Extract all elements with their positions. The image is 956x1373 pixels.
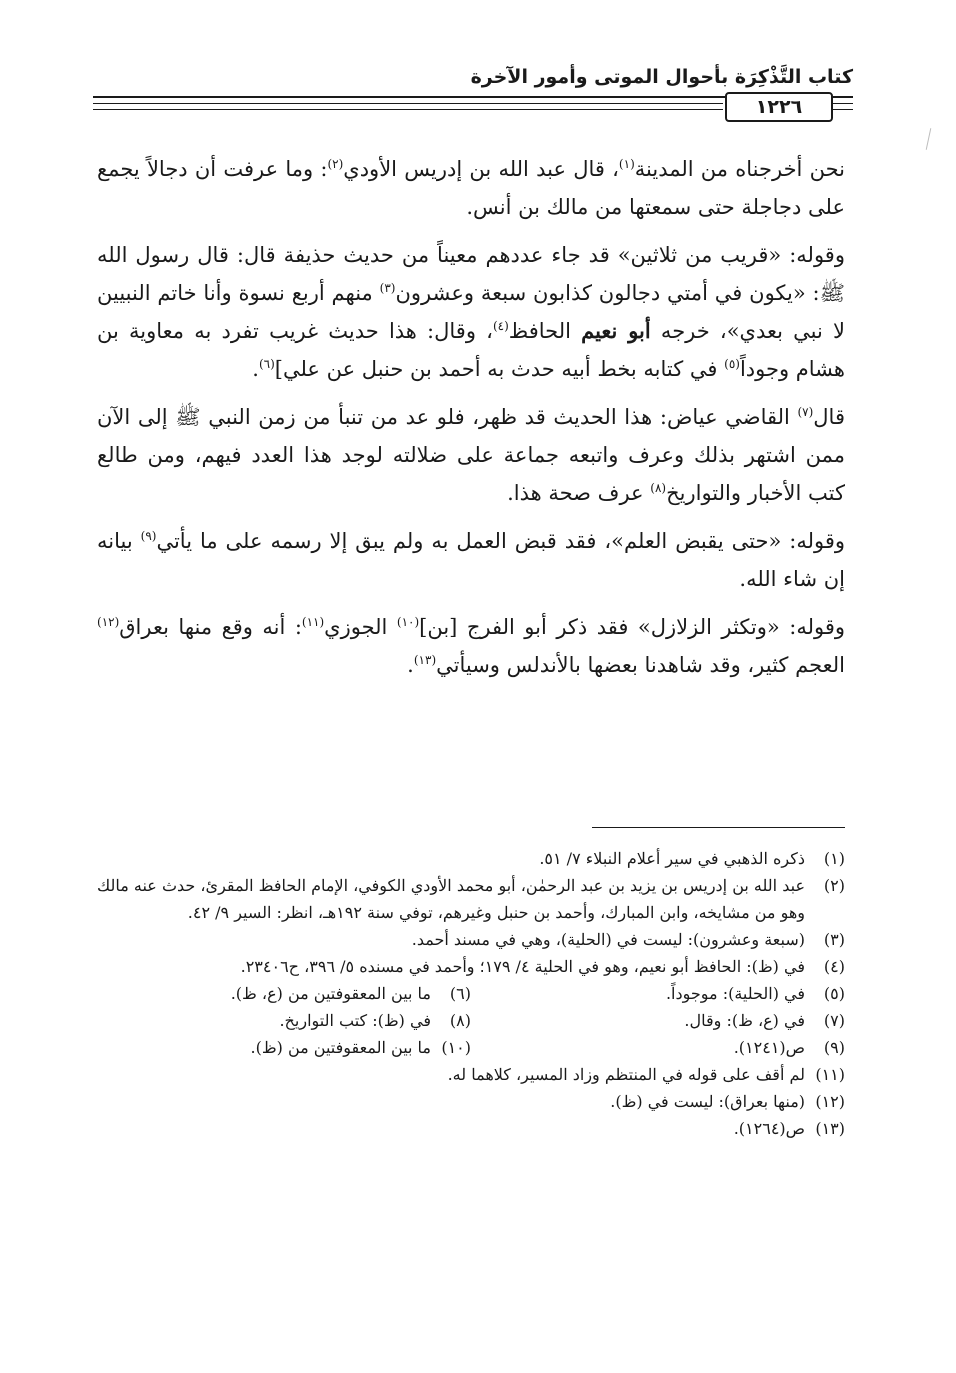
footnote-text: ما بين المعقوفتين من (ظ). [250,1038,431,1057]
footnote-number: (٣) [823,930,845,949]
text-run: وقوله: «وتكثر الزلازل» فقد ذكر أبو الفرج [بن] [419,615,846,639]
text-run: العجم كثير، وقد شاهدنا بعضها بالأندلس وسيأتي [436,653,845,677]
text-run: . [252,357,259,381]
footnote-text: ذكره الذهبي في سير أعلام النبلاء ٧/ ٥١. [539,849,805,868]
footnote-ref: (٩) [140,529,157,543]
text-run: . [407,653,414,677]
footnote-10 [97,1034,471,1061]
footnote-11 [97,1061,845,1088]
footnote-8 [97,1007,471,1034]
footnote-text: (منها بعراق): ليست في (ظ). [610,1092,805,1111]
paragraph-3 [97,398,845,512]
footnote-number: (٩) [823,1038,845,1057]
footnote-number: (٥) [823,984,845,1003]
footnote-7 [471,1007,845,1034]
footnote-number: (٢) [823,876,845,895]
paragraph-4 [97,522,845,598]
footnote-separator [592,827,845,828]
footnote-text: في (ظ): كتب التواريخ. [279,1011,431,1030]
footnote-number: (١٣) [815,1119,845,1138]
footnote-9 [471,1034,845,1061]
footnote-13 [97,1115,845,1142]
text-run: : وما عرفت أن دجالاً يجمع على دجاجلة حتى سمعتها من مالك بن أنس. [97,157,845,219]
footnote-number: (١١) [815,1065,845,1084]
footnote-text: ص(١٢٤١). [733,1038,805,1057]
footnotes [97,845,845,1142]
footnote-pair-row [97,1007,845,1034]
paragraph-2 [97,236,845,388]
footnote-number: (٤) [823,957,845,976]
footnote-text: في (الحلية): موجوداً. [665,984,805,1003]
footnote-ref: (٢) [327,157,344,171]
footnote-3 [97,926,845,953]
footnote-ref: (٤) [492,319,509,333]
text-run: منهم أربع نسوة وأنا خاتم النبيين لا نبي بعدي»، خرجه [97,281,846,343]
text-run: عرف صحة هذا. [507,481,651,505]
footnote-number: (٧) [823,1011,845,1030]
footnote-ref: (١٣) [413,653,437,667]
footnote-number: (١٢) [815,1092,845,1111]
footnote-ref: (٥) [724,357,740,371]
footnote-ref: (٦) [258,357,275,371]
header-double-rule-right [833,103,853,110]
footnote-text: ما بين المعقوفتين من (ع، ظ). [230,984,431,1003]
text-run: نحن أخرجناه من المدينة [634,157,845,181]
text-run: بيانه إن شاء الله. [97,529,845,591]
footnote-ref: (١٢) [97,615,120,629]
footnote-pair-row [97,980,845,1007]
stray-pencil-mark [926,128,932,150]
paragraph-1 [97,150,845,226]
footnote-number: (٨) [449,1011,471,1030]
footnote-text: (سبعة وعشرون): ليست في (الحلية)، وهي في مسند أحمد. [411,930,805,949]
text-run: وقوله: «حتى يقبض العلم»، فقد قبض العمل به ولم يبق إلا رسمه على ما يأتي [156,529,846,553]
footnote-ref: (١) [618,157,635,171]
text-run: وقوله: «قريب من ثلاثين» قد جاء عددهم معيناً من حديث حذيفة قال: قال رسول الله ﷺ: «يكون في أمتي دجالون كذابون سبعة وعشرون [97,243,845,305]
footnote-ref: (٧) [797,405,814,419]
footnote-number: (١) [823,849,845,868]
footnote-text: ص(١٢٦٤). [733,1119,805,1138]
footnote-ref: (٨) [650,481,667,495]
bold-name: أبو نعيم [581,318,651,343]
text-run: في كتابه بخط أبيه حدث به أحمد بن حنبل عن علي] [274,357,725,381]
book-title: كتاب التَّذْكِرَة بأحوال الموتى وأمور الآخرة [470,66,853,88]
footnote-text: في (ظ): الحافظ أبو نعيم، وهو في الحلية ٤/ ١٧٩؛ وأحمد في مسنده ٥/ ٣٩٦، ح٢٣٤٠٦. [240,957,805,976]
paragraph-5 [97,608,845,684]
text-run: ، وقال: هذا حديث غريب تفرد به معاوية بن هشام وجوداً [97,319,845,381]
footnote-text: عبد الله بن إدريس بن يزيد بن عبد الرحمٰن، أبو محمد الأودي الكوفي، الإمام الحافظ المقرئ، حدث عنه مالك وهو من مشايخه، وابن المبارك، وأحمد بن حنبل وغيرهم، توفي سنة ١٩٢هـ، انظر: السير ٩/ ٤٢. [97,876,805,922]
footnote-ref: (١٠) [396,615,420,629]
footnote-2 [97,872,845,926]
page-header [93,60,853,120]
footnote-5 [471,980,845,1007]
main-text [97,150,845,694]
footnote-ref: (٣) [379,281,396,295]
text-run: : أنه وقع منها بعراق [119,615,302,639]
footnote-ref: (١١) [301,615,325,629]
footnote-text: في (ع، ظ): وقال. [684,1011,805,1030]
footnote-number: (١٠) [441,1038,471,1057]
text-run: قال [813,405,845,429]
footnote-12 [97,1088,845,1115]
text-run: الحافظ [508,319,582,343]
footnote-4 [97,953,845,980]
header-double-rule-left [93,103,723,110]
text-run: ، قال عبد الله بن إدريس الأودي [343,157,619,181]
page-number-box: ١٢٢٦ [725,92,833,122]
footnote-1 [97,845,845,872]
footnote-pair-row [97,1034,845,1061]
footnote-text: لم أقف على قوله في المنتظم وزاد المسير، كلاهما له. [447,1065,805,1084]
footnote-number: (٦) [449,984,471,1003]
footnote-6 [97,980,471,1007]
text-run: الجوزي [324,615,397,639]
text-run: القاضي عياض: هذا الحديث قد ظهر، فلو عد من تنبأ من زمن النبي ﷺ إلى الآن ممن اشتهر بذلك وعرف واتبعه جماعة على ضلالته لوجد هذا العدد فيهم، ومن طالع كتب الأخبار والتواريخ [97,405,845,505]
